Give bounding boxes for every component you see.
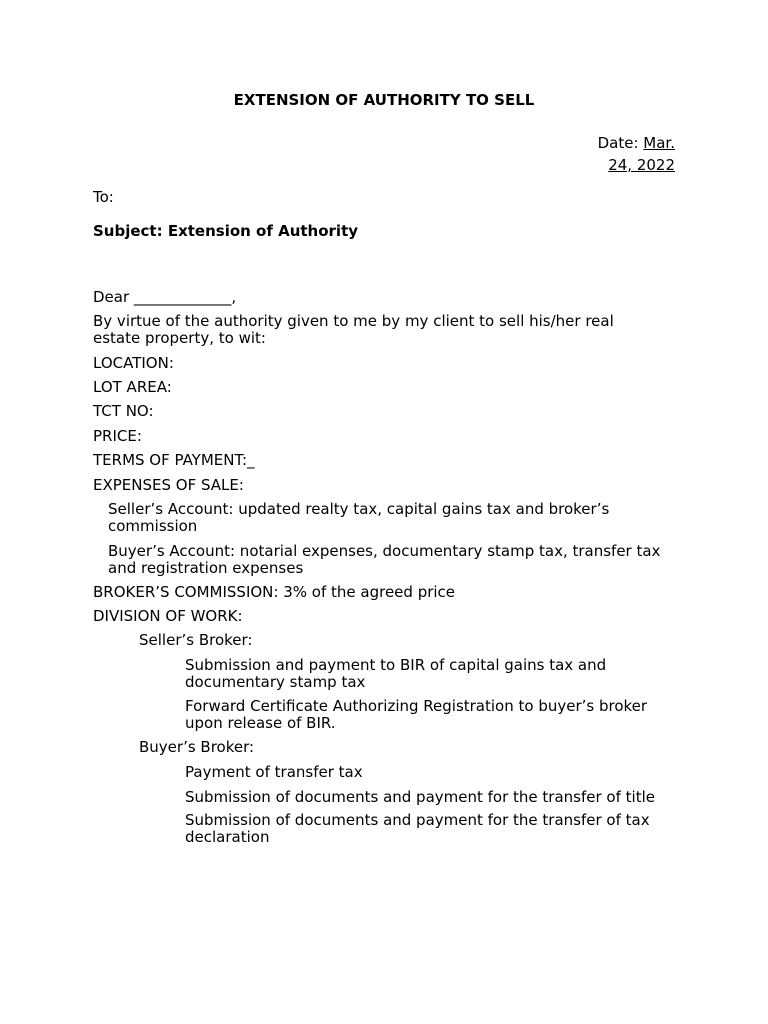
salutation: Dear _____________, xyxy=(93,288,237,306)
field-location: LOCATION: xyxy=(93,354,174,372)
expense-buyer-account: Buyer’s Account: notarial expenses, documentary stamp tax, transfer tax and registration expenses xyxy=(108,542,661,577)
brokers-commission: BROKER’S COMMISSION: 3% of the agreed price xyxy=(93,583,456,601)
field-price: PRICE: xyxy=(93,427,142,445)
date-block xyxy=(598,132,675,176)
field-tct-no: TCT NO: xyxy=(93,402,154,420)
to-label: To: xyxy=(93,188,114,206)
buyer-broker-task: Submission of documents and payment for the transfer of tax declaration xyxy=(185,811,650,846)
buyer-broker-task: Submission of documents and payment for the transfer of title xyxy=(185,788,655,806)
date-value-line-1: Mar. xyxy=(643,134,675,152)
date-line-1 xyxy=(598,132,675,154)
field-expenses-of-sale: EXPENSES OF SALE: xyxy=(93,476,244,494)
field-terms-of-payment: TERMS OF PAYMENT:_ xyxy=(93,451,255,469)
intro-paragraph: By virtue of the authority given to me by my client to sell his/her real estate property, to wit: xyxy=(93,312,614,347)
seller-broker-label: Seller’s Broker: xyxy=(139,631,253,649)
subject-line: Subject: Extension of Authority xyxy=(93,222,359,240)
division-of-work: DIVISION OF WORK: xyxy=(93,607,243,625)
expense-seller-account: Seller’s Account: updated realty tax, capital gains tax and broker’s commission xyxy=(108,500,610,535)
buyer-broker-label: Buyer’s Broker: xyxy=(139,738,255,756)
document-title: EXTENSION OF AUTHORITY TO SELL xyxy=(233,91,535,109)
date-value-line-2: 24, 2022 xyxy=(608,156,675,174)
date-label: Date: xyxy=(597,134,644,152)
seller-broker-task: Submission and payment to BIR of capital gains tax and documentary stamp tax xyxy=(185,656,607,691)
field-lot-area: LOT AREA: xyxy=(93,378,172,396)
buyer-broker-task: Payment of transfer tax xyxy=(185,763,363,781)
seller-broker-task: Forward Certificate Authorizing Registration to buyer’s broker upon release of BIR. xyxy=(185,697,648,732)
